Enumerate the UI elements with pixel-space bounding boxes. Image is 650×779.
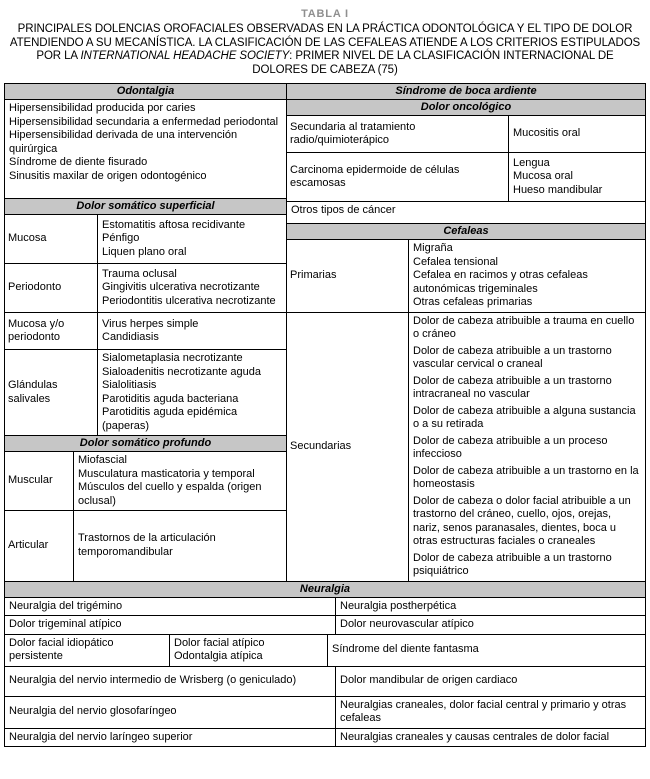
row-items — [98, 313, 286, 349]
table-row-glandulas-salivales — [5, 350, 286, 436]
list-line: Dolor facial atípico — [174, 636, 265, 649]
list-line: Virus herpes simple — [102, 317, 199, 330]
list-line: Periodontitis ulcerativa necrotizante — [102, 294, 276, 307]
neuralgia-cell-right: Neuralgias craneales y causas centrales de dolor facial — [340, 730, 610, 743]
row-label: Glándulas salivales — [5, 350, 98, 435]
neuralgia-cell-left: Neuralgia del nervio intermedio de Wrisberg (o geniculado) — [5, 667, 336, 696]
table-row-mucosa-periodonto — [5, 313, 286, 350]
odontalgia-list — [5, 100, 286, 199]
neuralgia-cell-right: Neuralgias craneales, dolor facial central y primario y otras cefaleas — [340, 698, 627, 724]
section-header-sindrome-boca-ardiente: Síndrome de boca ardiente — [287, 84, 645, 100]
list-line: Dolor de cabeza atribuible a un trastorno en la homeostasis — [413, 464, 639, 490]
row-items — [409, 313, 645, 581]
neuralgia-cell-left: Dolor trigeminal atípico — [5, 616, 336, 634]
list-line: Hipersensibilidad secundaria a enfermedad periodontal — [9, 115, 279, 128]
list-line: Liquen plano oral — [102, 245, 187, 258]
list-line: Candidiasis — [102, 331, 159, 343]
list-line: Trastornos de la articulación temporomandibular — [78, 532, 216, 558]
list-line: Pénfigo — [102, 232, 140, 245]
main-table — [4, 83, 646, 747]
list-line: Sinusitis maxilar de origen odontogénico — [9, 169, 207, 182]
list-line: Síndrome de diente fisurado — [9, 156, 148, 168]
row-label: Carcinoma epidermoide de células escamosas — [287, 153, 509, 201]
table-row-muscular — [5, 452, 286, 511]
list-line: Parotiditis aguda epidémica (paperas) — [102, 406, 238, 432]
row-items — [409, 240, 645, 312]
neuralgia-row-5 — [5, 697, 645, 729]
neuralgia-cell-right: Síndrome del diente fantasma — [332, 643, 479, 656]
list-line: Otras cefaleas primarias — [413, 296, 533, 308]
neuralgia-row-1 — [5, 598, 645, 617]
row-label: Articular — [5, 511, 74, 581]
list-line: Sialometaplasia necrotizante — [102, 352, 243, 364]
list-line: Hipersensibilidad derivada de una intervención quirúrgica — [9, 129, 238, 155]
list-line: Sialolitiasis — [102, 379, 157, 391]
list-line: Odontalgia atípica — [174, 650, 263, 662]
list-line: Musculatura masticatoria y temporal — [78, 467, 255, 480]
list-line: Hipersensibilidad producida por caries — [9, 102, 196, 114]
neuralgia-cell-left-split — [5, 635, 328, 666]
table-top-section — [5, 84, 645, 582]
neuralgia-subcell-a: Dolor facial idiopático persistente — [5, 635, 170, 666]
row-label: Primarias — [287, 240, 409, 312]
table-row-mucosa — [5, 215, 286, 264]
list-line: Mucositis oral — [513, 127, 581, 140]
list-line: Estomatitis aftosa recidivante — [102, 218, 246, 231]
list-line: Dolor de cabeza atribuible a un proceso infeccioso — [413, 434, 608, 460]
list-line: Gingivitis ulcerativa necrotizante — [102, 281, 260, 294]
row-items — [74, 452, 286, 510]
neuralgia-row-3 — [5, 635, 645, 667]
row-items — [74, 511, 286, 581]
table-row-tratamiento-radio-quimio — [287, 116, 645, 153]
section-header-odontalgia: Odontalgia — [5, 84, 286, 100]
list-line: Dolor de cabeza atribuible a un trastorno intracraneal no vascular — [413, 374, 612, 400]
row-label: Muscular — [5, 452, 74, 510]
section-header-neuralgia: Neuralgia — [5, 582, 645, 598]
neuralgia-row-4 — [5, 667, 645, 697]
row-items — [509, 116, 645, 152]
neuralgia-cell-left: Neuralgia del trigémino — [5, 598, 336, 616]
list-line: Cefalea tensional — [413, 255, 499, 268]
neuralgia-cell-right: Dolor mandibular de origen cardiaco — [340, 674, 518, 687]
list-line: Músculos del cuello y espalda (origen oclusal) — [78, 481, 262, 507]
row-label: Mucosa — [5, 215, 98, 263]
table-row-cefaleas-primarias — [287, 240, 645, 313]
row-label: Secundarias — [287, 313, 409, 581]
list-line: Migraña — [413, 242, 453, 254]
otros-tipos-cancer-cell: Otros tipos de cáncer — [287, 202, 645, 224]
row-label: Secundaria al tratamiento radio/quimioterápico — [287, 116, 509, 152]
neuralgia-row-2 — [5, 616, 645, 635]
neuralgia-cell-right: Neuralgia postherpética — [340, 599, 457, 612]
neuralgia-cell-left: Neuralgia del nervio glosofaríngeo — [5, 697, 336, 728]
list-line: Dolor de cabeza atribuible a trauma en cuello o cráneo — [413, 314, 635, 340]
row-label: Periodonto — [5, 264, 98, 312]
row-items — [98, 215, 286, 263]
neuralgia-cell-right: Dolor neurovascular atípico — [340, 618, 474, 630]
caption-text-before: PRINCIPALES DOLENCIAS OROFACIALES OBSERVADAS EN LA PRÁCTICA ODONTOLÓGICA Y EL TIPO DE DOLOR ATENDIENDO A SU MECANÍSTICA. LA CLASIFICACIÓN DE LAS CEFALEAS ATIENDE A LOS CRITERIOS ESTIPULADOS POR LA — [9, 23, 641, 62]
list-line: Cefalea en racimos y otras cefaleas autonómicas trigeminales — [413, 269, 588, 295]
table-row-cefaleas-secundarias — [287, 313, 645, 581]
neuralgia-subcell-b — [170, 635, 327, 666]
table-caption — [8, 23, 642, 77]
list-line: Trauma oclusal — [102, 267, 177, 280]
list-line: Dolor de cabeza atribuible a alguna sustancia o a su retirada — [413, 404, 636, 430]
row-label: Mucosa y/o periodonto — [5, 313, 98, 349]
right-column — [287, 84, 645, 581]
list-line: Hueso mandibular — [513, 183, 603, 196]
list-line: Miofascial — [78, 454, 127, 466]
table-title-block — [4, 8, 646, 83]
section-header-dolor-oncologico: Dolor oncológico — [287, 100, 645, 116]
caption-text-italic: INTERNATIONAL HEADACHE SOCIETY — [80, 50, 290, 62]
list-line: Mucosa oral — [513, 170, 573, 183]
section-header-dolor-somatico-superficial: Dolor somático superficial — [5, 199, 286, 215]
left-column — [5, 84, 287, 581]
neuralgia-cell-left: Neuralgia del nervio laríngeo superior — [5, 729, 336, 747]
section-header-dolor-somatico-profundo: Dolor somático profundo — [5, 436, 286, 452]
caption-text-after: : PRIMER NIVEL DE LA CLASIFICACIÓN INTERNACIONAL DE DOLORES DE CABEZA (75) — [252, 50, 614, 76]
neuralgia-section — [5, 582, 645, 747]
list-line: Dolor de cabeza atribuible a un trastorno psiquiátrico — [413, 551, 612, 577]
list-line: Dolor de cabeza atribuible a un trastorno vascular cervical o craneal — [413, 344, 612, 370]
table-number-label: TABLA I — [301, 8, 349, 20]
table-row-carcinoma-epidermoide — [287, 153, 645, 202]
row-items — [98, 264, 286, 312]
list-line: Parotiditis aguda bacteriana — [102, 392, 239, 405]
row-items — [509, 153, 645, 201]
table-row-articular — [5, 511, 286, 581]
table-row-periodonto — [5, 264, 286, 313]
list-line: Dolor de cabeza o dolor facial atribuible a un trastorno del cráneo, cuello, ojos, orejas, nariz, senos paranasales, dientes, boca u otras estructuras faciales o craneales — [413, 494, 631, 547]
list-line: Lengua — [513, 156, 550, 169]
neuralgia-row-6 — [5, 729, 645, 747]
section-header-cefaleas: Cefaleas — [287, 224, 645, 240]
row-items — [98, 350, 286, 435]
list-line: Sialoadenitis necrotizante aguda — [102, 365, 262, 378]
